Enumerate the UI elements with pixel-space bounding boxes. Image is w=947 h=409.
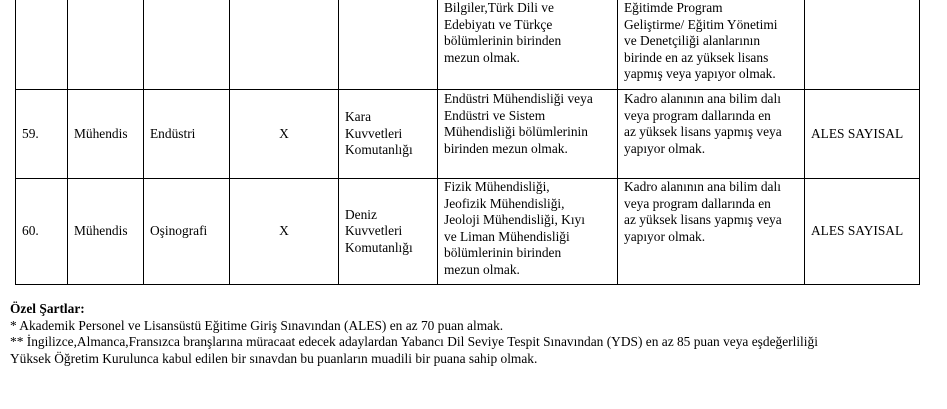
requirement-cell: Kadro alanının ana bilim dalı veya program dallarında en az yüksek lisans yapmış veya yapıyor olmak.	[618, 90, 805, 179]
note-line: * Akademik Personel ve Lisansüstü Eğitime Giriş Sınavından (ALES) en az 70 puan almak.	[10, 317, 504, 333]
institution-cell	[339, 0, 438, 90]
field-cell	[144, 0, 230, 90]
requirement-cell: Eğitimde Program Geliştirme/ Eğitim Yönetimi ve Denetçiliği alanlarının birinde en az yüksek lisans yapmış veya yapıyor olmak.	[618, 0, 805, 90]
row-number-cell: 60.	[16, 179, 68, 285]
title-cell	[68, 0, 144, 90]
mark-cell: X	[230, 179, 339, 285]
special-conditions	[10, 301, 940, 367]
exam-cell: ALES SAYISAL	[805, 179, 920, 285]
row-number-cell: 59.	[16, 90, 68, 179]
education-cell: Fizik Mühendisliği, Jeofizik Mühendisliği, Jeoloji Mühendisliği, Kıyı ve Liman Mühendisliği bölümlerinin birinden mezun olmak.	[438, 179, 618, 285]
special-conditions-title: Özel Şartlar:	[10, 301, 85, 316]
field-cell: Endüstri	[144, 90, 230, 179]
institution-cell: Deniz Kuvvetleri Komutanlığı	[339, 179, 438, 285]
table-row	[16, 0, 920, 90]
field-cell: Oşinografi	[144, 179, 230, 285]
title-cell: Mühendis	[68, 90, 144, 179]
row-number-cell	[16, 0, 68, 90]
note-line: Yüksek Öğretim Kurulunca kabul edilen bir sınavdan bu puanların muadili bir puana sahip olmak.	[10, 350, 538, 366]
mark-cell	[230, 0, 339, 90]
requirement-cell: Kadro alanının ana bilim dalı veya program dallarında en az yüksek lisans yapmış veya yapıyor olmak.	[618, 179, 805, 285]
positions-table	[15, 0, 920, 285]
education-cell: Bilgiler,Türk Dili ve Edebiyatı ve Türkçe bölümlerinin birinden mezun olmak.	[438, 0, 618, 90]
table-row	[16, 90, 920, 179]
exam-cell: ALES SAYISAL	[805, 90, 920, 179]
title-cell: Mühendis	[68, 179, 144, 285]
note-line: ** İngilizce,Almanca,Fransızca branşlarına müracaat edecek adaylardan Yabancı Dil Seviye Tespit Sınavından (YDS) en az 85 puan veya eşdeğerliliği	[10, 334, 818, 349]
table-row	[16, 179, 920, 285]
institution-cell: Kara Kuvvetleri Komutanlığı	[339, 90, 438, 179]
education-cell: Endüstri Mühendisliği veya Endüstri ve Sistem Mühendisliği bölümlerinin birinden mezun olmak.	[438, 90, 618, 179]
mark-cell: X	[230, 90, 339, 179]
exam-cell	[805, 0, 920, 90]
